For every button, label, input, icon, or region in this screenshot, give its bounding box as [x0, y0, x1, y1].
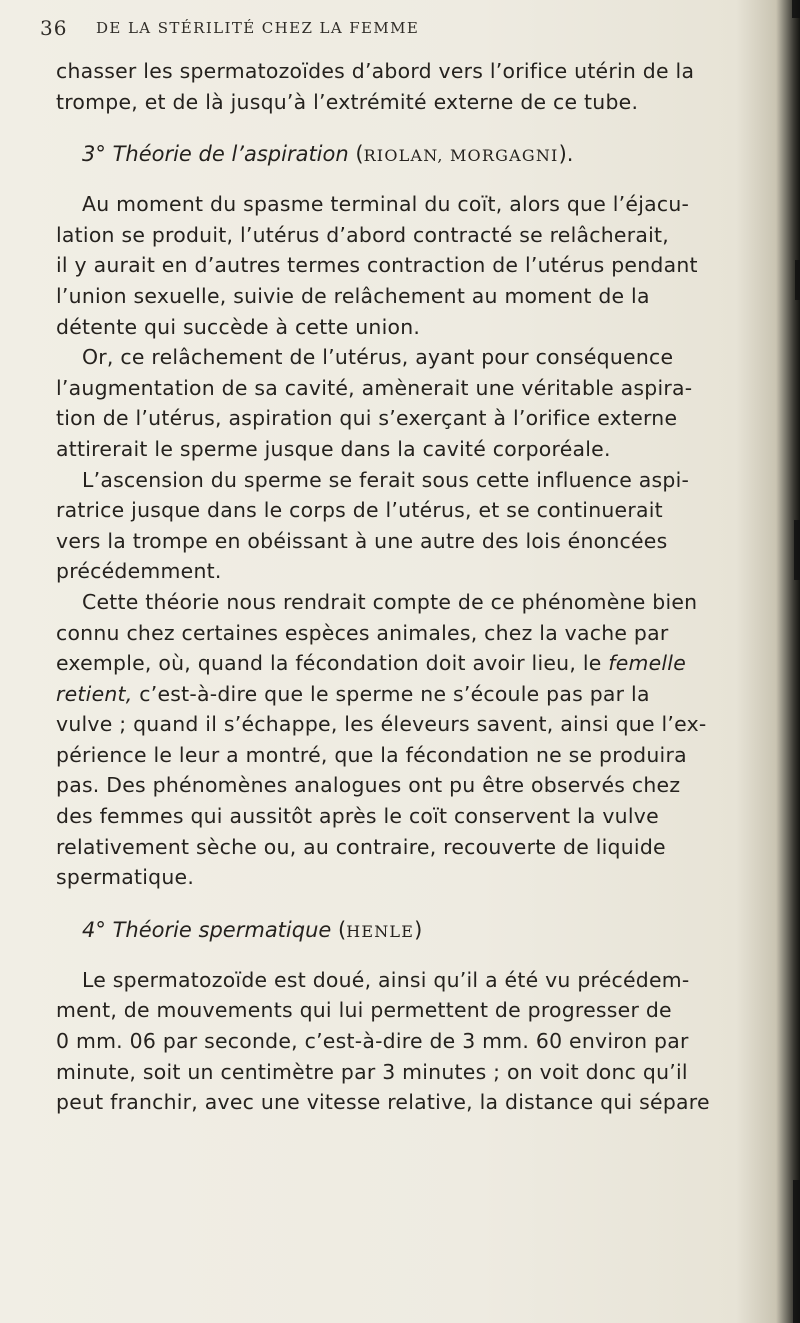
text-line: l’union sexuelle, suivie de relâchement au moment de la [56, 283, 650, 308]
heading-close-paren: ). [558, 142, 574, 167]
text-line [56, 679, 776, 710]
text-line: Le spermatozoïde est doué, ainsi qu’il a été vu précédem- [82, 967, 690, 992]
heading-authors: RIOLAN, MORGAGNI [363, 146, 559, 166]
text-line: pas. Des phénomènes analogues ont pu être observés chez [56, 773, 681, 798]
text-line: lation se produit, l’utérus d’abord contracté se relâcherait, [56, 222, 669, 247]
text-line: minute, soit un centimètre par 3 minutes ; on voit donc qu’il [56, 1059, 688, 1084]
text-line: il y aurait en d’autres termes contraction de l’utérus pendant [56, 253, 698, 278]
text-line: des femmes qui aussitôt après le coït conservent la vulve [56, 804, 659, 829]
text-line: ratrice jusque dans le corps de l’utérus, et se continuerait [56, 498, 663, 523]
heading-open-paren: ( [338, 917, 347, 942]
text-line: 0 mm. 06 par seconde, c’est-à-dire de 3 mm. 60 environ par [56, 1029, 689, 1054]
text-line: relativement sèche ou, au contraire, recouverte de liquide [56, 834, 666, 859]
heading-authors: HENLE [346, 921, 415, 941]
page-header [40, 14, 770, 44]
page-number: 36 [40, 16, 68, 40]
text-line: trompe, et de là jusqu’à l’extrémité externe de ce tube. [56, 89, 639, 114]
heading-number: 3° [82, 142, 106, 167]
heading-close-paren: ) [414, 917, 423, 942]
heading-title: Théorie de l’aspiration [112, 142, 349, 167]
text-line: précédemment. [56, 559, 222, 584]
section-heading-aspiration [56, 139, 776, 171]
text-line: l’augmentation de sa cavité, amènerait une véritable aspira- [56, 375, 693, 400]
running-title: DE LA STÉRILITÉ CHEZ LA FEMME [96, 19, 420, 37]
text-line [56, 648, 776, 679]
text-run: exemple, où, quand la fécondation doit avoir lieu, le [56, 651, 609, 676]
page-body [56, 56, 776, 1118]
text-line: connu chez certaines espèces animales, chez la vache par [56, 620, 669, 645]
heading-number: 4° [82, 917, 106, 942]
page-edge-shadow [793, 1180, 800, 1323]
text-line: ment, de mouvements qui lui permettent de progresser de [56, 998, 672, 1023]
text-line: spermatique. [56, 865, 195, 890]
text-line: vulve ; quand il s’échappe, les éleveurs savent, ainsi que l’ex- [56, 712, 707, 737]
text-line: périence le leur a montré, que la fécondation ne se produira [56, 742, 687, 767]
text-line: peut franchir, avec une vitesse relative, la distance qui sépare [56, 1090, 710, 1115]
text-line: vers la trompe en obéissant à une autre des lois énoncées [56, 528, 668, 553]
italic-run: retient, [56, 681, 133, 706]
heading-open-paren: ( [355, 142, 364, 167]
text-line: Or, ce relâchement de l’utérus, ayant pour conséquence [82, 345, 674, 370]
text-run: c’est-à-dire que le sperme ne s’écoule pas par la [132, 681, 650, 706]
page-edge-shadow [792, 0, 800, 18]
text-line: Au moment du spasme terminal du coït, alors que l’éjacu- [82, 192, 690, 217]
page-edge-shadow [795, 260, 800, 300]
text-line: chasser les spermatozoïdes d’abord vers l’orifice utérin de la [56, 59, 695, 83]
page-edge-shadow [794, 520, 800, 580]
text-line: attirerait le sperme jusque dans la cavité corporéale. [56, 436, 611, 461]
text-line: tion de l’utérus, aspiration qui s’exerçant à l’orifice externe [56, 406, 678, 431]
text-line: L’ascension du sperme se ferait sous cette influence aspi- [82, 467, 690, 492]
section-heading-spermatique [56, 915, 776, 947]
italic-run: femelle [608, 651, 687, 676]
text-line: détente qui succède à cette union. [56, 314, 421, 339]
text-line: Cette théorie nous rendrait compte de ce phénomène bien [82, 589, 698, 614]
heading-title: Théorie spermatique [112, 917, 332, 942]
